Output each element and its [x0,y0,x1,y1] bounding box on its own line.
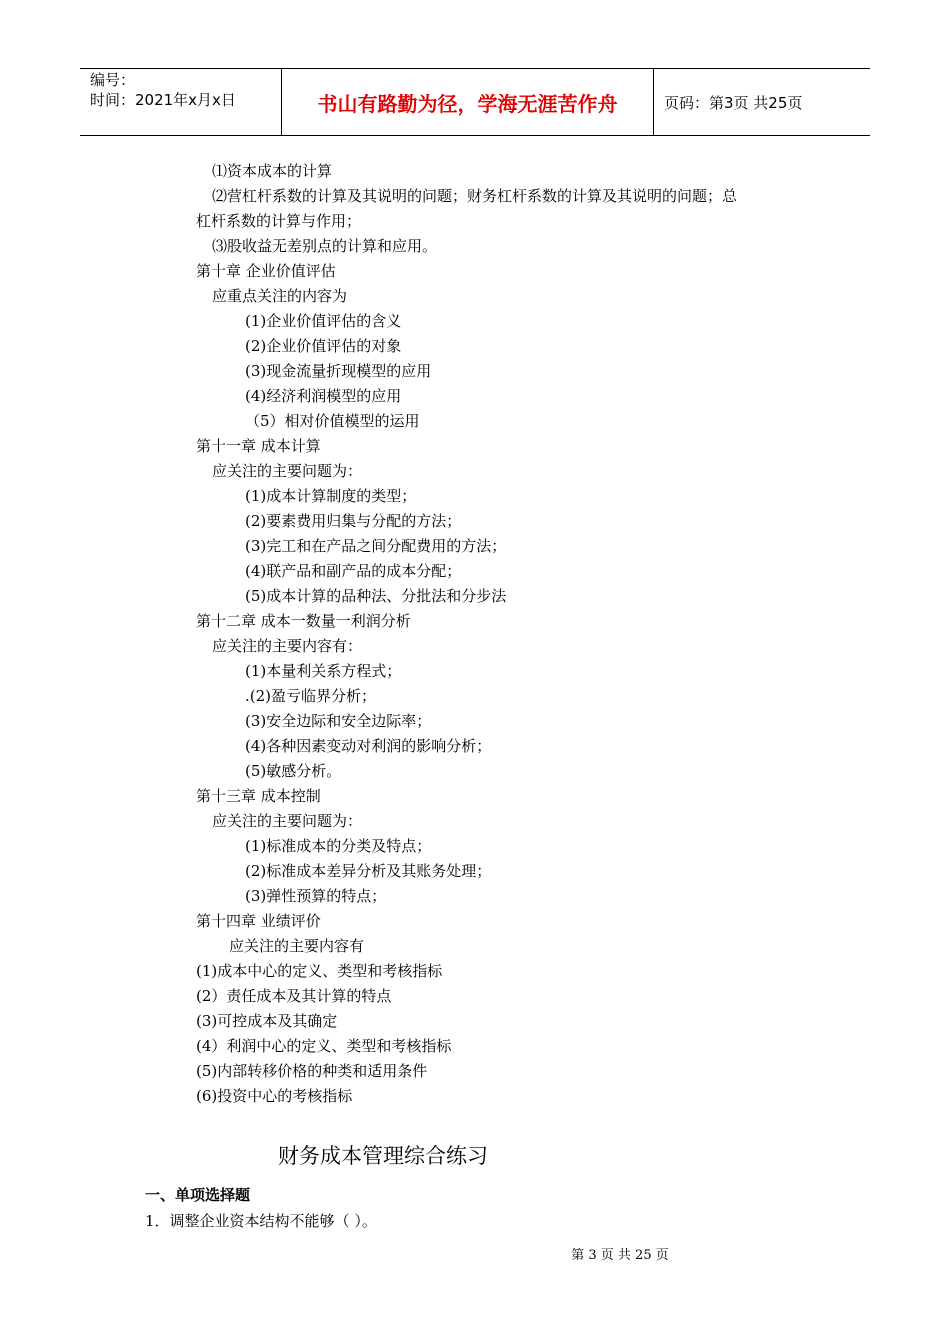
list-item: (2）责任成本及其计算的特点 [196,987,392,1005]
list-item: (2)标准成本差异分析及其账务处理； [245,862,492,880]
section-heading: 一、单项选择题 [145,1186,251,1204]
list-item: (3)可控成本及其确定 [196,1012,338,1030]
text-line: 应关注的主要内容有： [212,637,363,655]
list-item: (4）利润中心的定义、类型和考核指标 [196,1037,452,1055]
practice-title: 财务成本管理综合练习 [278,1144,488,1168]
time-label: 时间：2021年x月x日 [90,91,236,109]
list-item: (5)内部转移价格的种类和适用条件 [196,1062,428,1080]
list-item: (3)完工和在产品之间分配费用的方法； [245,537,507,555]
text-line: 应关注的主要问题为： [212,462,363,480]
header-page-info: 页码：第3页 共25页 [664,93,803,112]
list-item: (3)安全边际和安全边际率； [245,712,432,730]
chapter-heading: 第十二章 成本一数量一利润分析 [196,612,411,630]
list-item: (4)各种因素变动对利润的影响分析； [245,737,492,755]
list-item: (2)企业价值评估的对象 [245,337,402,355]
code-label: 编号： [90,71,136,89]
chapter-heading: 第十章 企业价值评估 [196,262,336,280]
text-line: ⑶股收益无差别点的计算和应用。 [212,237,438,255]
list-item: (5)敏感分析。 [245,762,342,780]
text-line: 应关注的主要内容有 [229,937,365,955]
list-item: (1)标准成本的分类及特点； [245,837,432,855]
list-item: (4)联产品和副产品的成本分配； [245,562,462,580]
list-item: (1)本量利关系方程式； [245,662,402,680]
chapter-heading: 第十三章 成本控制 [196,787,321,805]
list-item: （5）相对价值模型的运用 [245,412,420,430]
text-line: ⑵营杠杆系数的计算及其说明的问题；财务杠杆系数的计算及其说明的问题；总 [212,187,738,205]
list-item: (3)现金流量折现模型的应用 [245,362,432,380]
list-item: (4)经济利润模型的应用 [245,387,402,405]
header-motto: 书山有路勤为径，学海无涯苦作舟 [282,69,654,135]
list-item: (2)要素费用归集与分配的方法； [245,512,462,530]
list-item: (1)企业价值评估的含义 [245,312,402,330]
list-item: (5)成本计算的品种法、分批法和分步法 [245,587,507,605]
text-line: 杠杆系数的计算与作用； [196,212,362,230]
list-item: (1)成本计算制度的类型； [245,487,417,505]
text-line: ⑴资本成本的计算 [212,162,333,180]
list-item: (3)弹性预算的特点； [245,887,387,905]
list-item: .(2)盈亏临界分析； [245,687,377,705]
text-line: 应关注的主要问题为： [212,812,363,830]
chapter-heading: 第十一章 成本计算 [196,437,321,455]
page-header [80,68,870,136]
page-footer: 第 3 页 共 25 页 [571,1248,669,1263]
list-item: (1)成本中心的定义、类型和考核指标 [196,962,443,980]
chapter-heading: 第十四章 业绩评价 [196,912,321,930]
question-item: 1．调整企业资本结构不能够（ ）。 [145,1212,377,1230]
list-item: (6)投资中心的考核指标 [196,1087,353,1105]
text-line: 应重点关注的内容为 [212,287,348,305]
header-meta [80,69,282,135]
